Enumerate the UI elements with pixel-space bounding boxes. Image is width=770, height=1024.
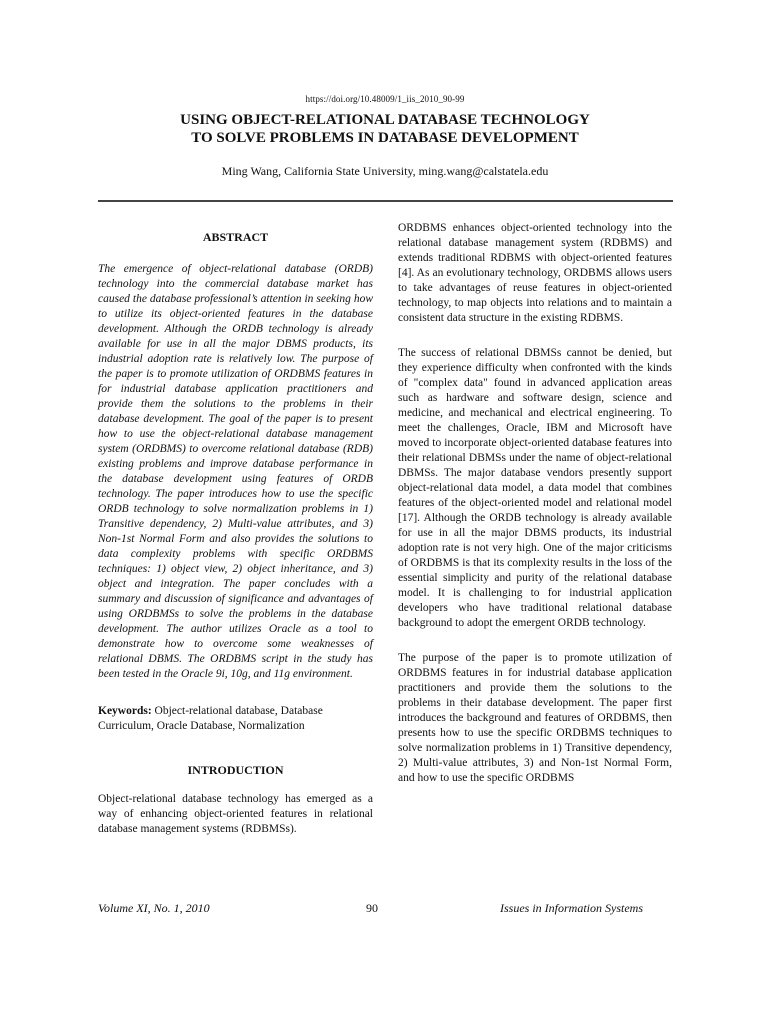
abstract-heading: ABSTRACT xyxy=(202,230,269,244)
footer-volume: Volume XI, No. 1, 2010 xyxy=(98,901,210,915)
right-paragraph-1: ORDBMS enhances object-oriented technology into the relational database management system (RDBMS) and extends traditional RDBMS with object-oriented features [4]. As an evolutionary technology, ORDBMS allows users to take advantages of reuse features in object-oriented technology, to map objects into relations and to maintain a consistent data structure in the existing RDBMS. xyxy=(398,222,672,324)
abstract-text: The emergence of object-relational database (ORDB) technology into the commercial database market has caused the database professional’s attention in seeking how to utilize its object-oriented features in the database development. Although the ORDB technology is already available for use in all the major DBMS products, its industrial adoption rate is relatively low. The purpose of the paper is to promote utilization of ORDBMS features in for industrial database application practitioners and provide them the solutions to the problems in their database development. The goal of the paper is to present how to use the object-relational database management system (ORDBMS) to overcome relational database (RDB) existing problems and improve database performance in the database development using features of ORDB technology. The paper introduces how to use the specific ORDB technology to solve normalization problems in 1) Transitive dependency, 2) Multi-value attributes, and 3) Non-1st Normal Form and also provides the solutions to data complexity problems with specific ORDBMS techniques: 1) object view, 2) object inheritance, and 3) object and integration. The paper concludes with a summary and discussion of significance and advantages of using ORDBMSs to solve the problems in the database development. The author utilizes Oracle as a tool to demonstrate how to overcome some weaknesses of relational DBMS. The ORDBMS script in the study has been tested in the Oracle 9i, 10g, and 11g environment. xyxy=(98,263,373,680)
introduction-heading: INTRODUCTION xyxy=(187,763,284,777)
right-paragraph-3: The purpose of the paper is to promote utilization of ORDBMS features in for industrial database application practitioners and provide them the solutions to the problems in their database development. The paper first introduces the background and features of ORDBMS, then presents how to use the specific ORDBMS techniques to solve normalization problems in 1) Transitive dependency, 2) Multi-value attributes, 3) and Non-1st Normal Form, and how to use the specific ORDBMS xyxy=(398,652,672,784)
header-divider xyxy=(98,200,673,202)
right-column xyxy=(398,221,672,786)
footer-page-number: 90 xyxy=(366,901,378,915)
introduction-text: Object-relational database technology has emerged as a way of enhancing object-oriented features in relational database management systems (RDBMSs). xyxy=(98,793,373,835)
page-footer xyxy=(98,901,673,917)
paper-title xyxy=(100,111,670,147)
left-column xyxy=(98,229,373,837)
title-line-1: USING OBJECT-RELATIONAL DATABASE TECHNOLOGY xyxy=(180,112,590,128)
right-paragraph-2: The success of relational DBMSs cannot be denied, but they experience difficulty when confronted with the kinds of "complex data" found in advanced application areas such as hardware and software design, science and medicine, and mechanical and electrical engineering. To meet the challenges, Oracle, IBM and Microsoft have moved to incorporate object-oriented database features into their relational DBMSs under the name of object-relational DBMSs. The major database vendors presently support object-relational data model, a data model that combines features of the object-oriented model and relational model [17]. Although the ORDB technology is already available for use in all the major DBMS products, its industrial adoption rate is not very high. One of the major criticisms of ORDBMS is that its complexity results in the loss of the essential simplicity and purity of the relational database model. It is challenging to for industrial application developers who have traditional relational database background to adopt the emergent ORDB technology. xyxy=(398,347,672,629)
keywords-paragraph xyxy=(98,704,373,734)
footer-journal: Issues in Information Systems xyxy=(500,901,643,915)
keywords-text: Object-relational database, Database Curriculum, Oracle Database, Normalization xyxy=(98,705,323,732)
title-line-2: TO SOLVE PROBLEMS IN DATABASE DEVELOPMENT xyxy=(191,130,579,146)
keywords-label: Keywords: xyxy=(98,705,152,717)
doi-link[interactable]: https://doi.org/10.48009/1_iis_2010_90-99 xyxy=(305,94,465,104)
author-line: Ming Wang, California State University, ming.wang@calstatela.edu xyxy=(221,164,549,178)
